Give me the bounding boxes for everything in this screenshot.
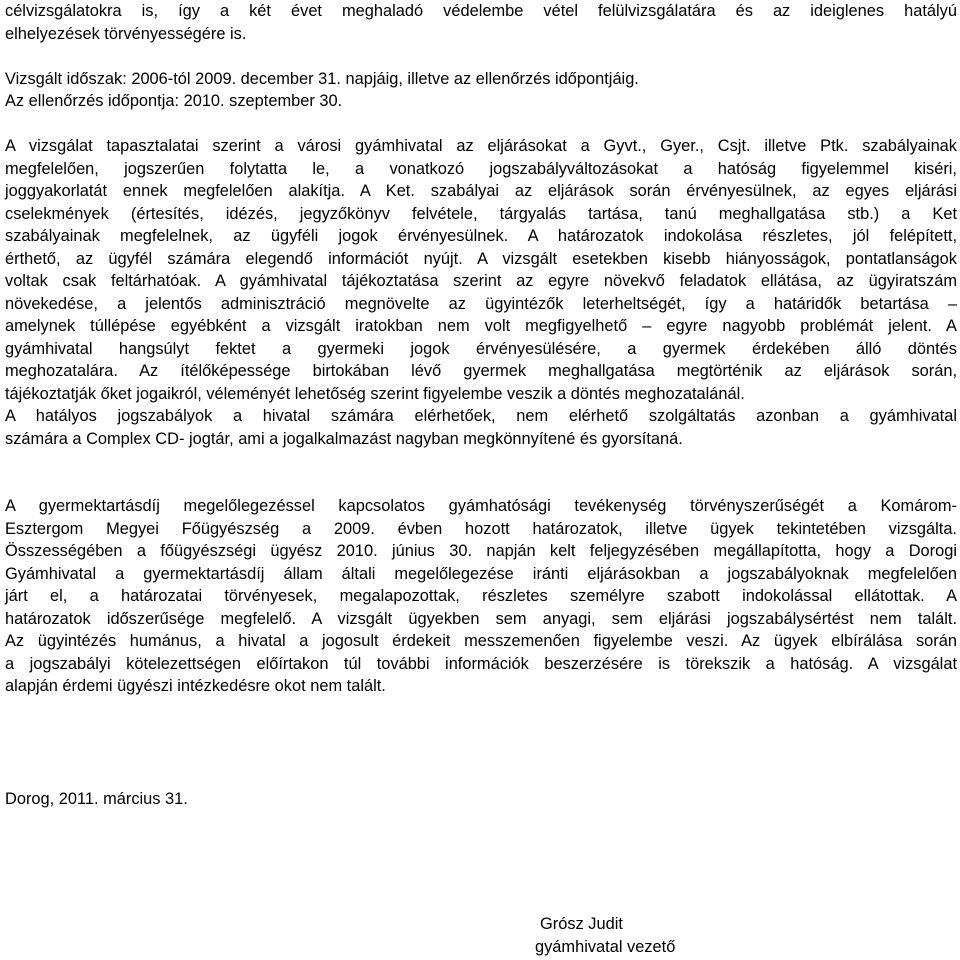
text-line: A gyermektartásdíj megelőlegezéssel kapcsolatos gyámhatósági tevékenység törvényszerűségét a Komárom- (5, 497, 957, 515)
paragraph-findings (5, 135, 957, 450)
text-line: joggyakorlatát ennek megfelelően alakítja. A Ket. szabályai az eljárások során érvényesülnek, az egyes eljárási (5, 182, 957, 200)
text-line: a jogszabályi kötelezettségen előírtakon túl további információk beszerzésére is törekszik a hatóság. A vizsgálat (5, 654, 957, 673)
signatory-name: Grósz Judit (540, 915, 623, 933)
text-line: tájékoztatják őket jogaikról, véleményét lehetőség szerint figyelembe veszik a döntés meghozatalánál. (5, 384, 745, 403)
text-line: alapján érdemi ügyészi intézkedésre okot nem talált. (5, 677, 386, 695)
text-line: meghozatalára. Az ítélőképessége birtokában lévő gyermek meghallgatása megtörténik az eljárások során, (5, 362, 957, 380)
text-line: határozatok időszerűsége megfelelő. A vizsgált ügyekben sem anyagi, sem eljárási jogszabálysértést nem talált. (5, 609, 957, 628)
text-line: megfelelően, jogszerűen folytatta le, a vonatkozó jogszabályváltozásokat a hatóság figyelemmel kiséri, (5, 159, 957, 178)
text-line: gyámhivatal hangsúlyt fektet a gyermeki jogok érvényesülésére, a gyermek érdekében álló döntés (5, 339, 957, 358)
inspection-date-line: Az ellenőrzés időpontja: 2010. szeptember 30. (5, 92, 343, 110)
text-line: járt el, a határozatai törvényesek, megalapozottak, részletes személyre szabott indokolással ellátottak. A (5, 587, 957, 605)
text-line: cselekmények (értesítés, idézés, jegyzőkönyv felvétele, tárgyalás tartása, tanú meghallgatása stb.) a Ket (5, 204, 957, 223)
text-line: célvizsgálatokra is, így a két évet meghaladó védelembe vétel felülvizsgálatára és az ideiglenes hatályú (5, 2, 957, 20)
signature-block (535, 913, 675, 958)
text-line: érthető, az ügyfél számára elegendő információt nyújt. A vizsgált esetekben kisebb hiányosságok, pontatlanságok (5, 249, 957, 268)
text-line: Az ügyintézés humánus, a hivatal a jogosult érdekeit messzemenően figyelembe veszi. Az ügyek elbírálása során (5, 632, 957, 650)
text-line: szabályainak megfelelnek, az ügyféli jogok érvényesülnek. A határozatok indokolása részletes, jól felépített, (5, 227, 957, 245)
signatory-role: gyámhivatal vezető (535, 937, 676, 956)
document-page (5, 0, 957, 810)
text-line: A hatályos jogszabályok a hivatal számára elérhetőek, nem elérhető szolgáltatás azonban a gyámhivatal (5, 407, 957, 425)
place-date: Dorog, 2011. március 31. (5, 789, 188, 808)
period-line: Vizsgált időszak: 2006-tól 2009. december 31. napjáig, illetve az ellenőrzés időpontjáig. (5, 69, 639, 88)
text-line: növekedése, a jelentős adminisztráció megnövelte az ügyintézők leterheltségét, így a határidők betartása – (5, 294, 957, 313)
text-line: Gyámhivatal a gyermektartásdíj állam általi megelőlegezése iránti eljárásokban a jogszabályoknak megfelelően (5, 564, 957, 583)
text-line: Összességében a főügyészségi ügyész 2010. június 30. napján kelt feljegyzésében megállapította, hogy a Dorogi (5, 542, 957, 560)
text-line: A vizsgálat tapasztalatai szerint a városi gyámhivatal az eljárásokat a Gyvt., Gyer., Csjt. illetve Ptk. szabályainak (5, 137, 957, 155)
paragraph-intro (5, 0, 957, 45)
text-line: elhelyezések törvényességére is. (5, 24, 247, 43)
text-line: számára a Complex CD- jogtár, ami a jogalkalmazást nagyban megkönnyítené és gyorsítaná. (5, 429, 683, 448)
text-line: Esztergom Megyei Főügyészség a 2009. évben hozott határozatok, illetve ügyek tekintetében vizsgálta. (5, 519, 957, 538)
text-line: amelynek túllépése egyébként a vizsgált iratokban nem volt megfigyelhető – egyre nagyobb problémát jelent. A (5, 317, 957, 335)
paragraph-child-support (5, 495, 957, 698)
text-line: voltak csak feltárhatóak. A gyámhivatal tájékoztatása szerint az egyre növekvő feladatok ellátása, az ügyiratszám (5, 272, 957, 290)
